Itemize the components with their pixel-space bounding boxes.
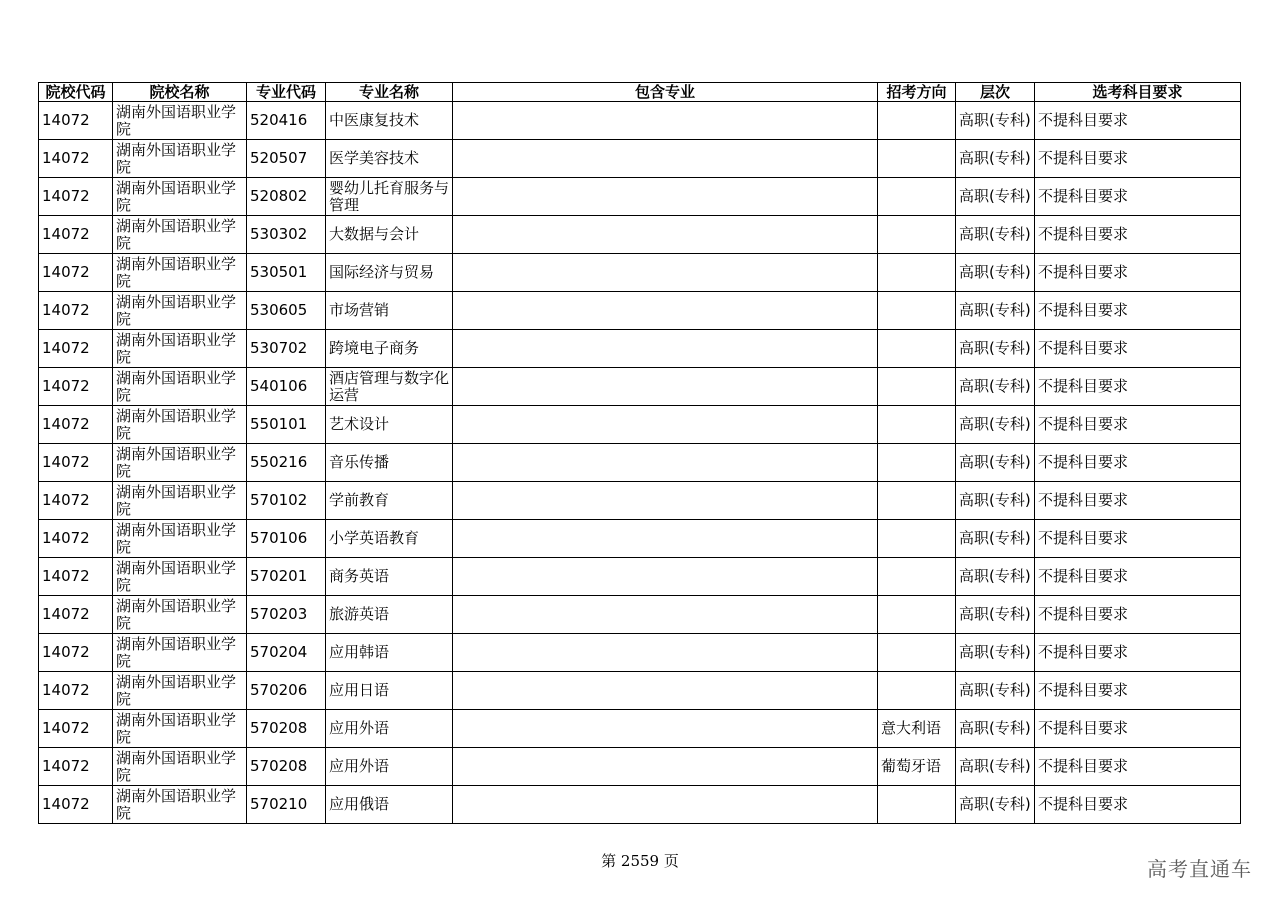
cell-school-name: 湖南外国语职业学院 <box>113 444 247 482</box>
cell-subject-requirement: 不提科目要求 <box>1035 786 1241 824</box>
cell-major-code: 570106 <box>247 520 326 558</box>
cell-major-name: 旅游英语 <box>326 596 453 634</box>
header-included-majors: 包含专业 <box>453 83 878 102</box>
cell-level: 高职(专科) <box>956 596 1035 634</box>
cell-subject-requirement: 不提科目要求 <box>1035 672 1241 710</box>
cell-direction <box>878 558 956 596</box>
cell-school-code: 14072 <box>39 254 113 292</box>
cell-subject-requirement: 不提科目要求 <box>1035 330 1241 368</box>
cell-included-majors <box>453 216 878 254</box>
cell-direction <box>878 596 956 634</box>
cell-direction <box>878 216 956 254</box>
cell-included-majors <box>453 178 878 216</box>
header-major-code: 专业代码 <box>247 83 326 102</box>
cell-major-code: 550216 <box>247 444 326 482</box>
header-major-name: 专业名称 <box>326 83 453 102</box>
cell-level: 高职(专科) <box>956 444 1035 482</box>
cell-included-majors <box>453 710 878 748</box>
cell-level: 高职(专科) <box>956 254 1035 292</box>
table-header-row <box>39 83 1241 102</box>
cell-major-name: 应用俄语 <box>326 786 453 824</box>
table-row <box>39 292 1241 330</box>
table-row <box>39 748 1241 786</box>
table-row <box>39 178 1241 216</box>
cell-direction <box>878 672 956 710</box>
cell-direction <box>878 482 956 520</box>
cell-school-code: 14072 <box>39 102 113 140</box>
cell-subject-requirement: 不提科目要求 <box>1035 748 1241 786</box>
page-number: 第 2559 页 <box>601 852 679 870</box>
table-row <box>39 406 1241 444</box>
cell-direction: 葡萄牙语 <box>878 748 956 786</box>
cell-level: 高职(专科) <box>956 748 1035 786</box>
table-row <box>39 710 1241 748</box>
cell-subject-requirement: 不提科目要求 <box>1035 710 1241 748</box>
table-row <box>39 558 1241 596</box>
cell-school-code: 14072 <box>39 596 113 634</box>
cell-major-name: 应用韩语 <box>326 634 453 672</box>
cell-school-code: 14072 <box>39 482 113 520</box>
cell-major-name: 酒店管理与数字化运营 <box>326 368 453 406</box>
cell-direction <box>878 520 956 558</box>
cell-included-majors <box>453 672 878 710</box>
cell-school-name: 湖南外国语职业学院 <box>113 292 247 330</box>
cell-direction <box>878 102 956 140</box>
table-row <box>39 368 1241 406</box>
cell-school-code: 14072 <box>39 444 113 482</box>
cell-major-code: 530605 <box>247 292 326 330</box>
header-school-code: 院校代码 <box>39 83 113 102</box>
cell-subject-requirement: 不提科目要求 <box>1035 634 1241 672</box>
cell-included-majors <box>453 558 878 596</box>
cell-school-code: 14072 <box>39 368 113 406</box>
cell-subject-requirement: 不提科目要求 <box>1035 444 1241 482</box>
cell-subject-requirement: 不提科目要求 <box>1035 216 1241 254</box>
cell-included-majors <box>453 292 878 330</box>
cell-major-code: 520416 <box>247 102 326 140</box>
cell-subject-requirement: 不提科目要求 <box>1035 254 1241 292</box>
table-row <box>39 634 1241 672</box>
cell-school-code: 14072 <box>39 786 113 824</box>
cell-direction <box>878 178 956 216</box>
cell-school-name: 湖南外国语职业学院 <box>113 254 247 292</box>
cell-major-name: 艺术设计 <box>326 406 453 444</box>
table-row <box>39 444 1241 482</box>
cell-major-code: 570203 <box>247 596 326 634</box>
cell-included-majors <box>453 140 878 178</box>
cell-major-name: 应用外语 <box>326 710 453 748</box>
cell-direction <box>878 292 956 330</box>
cell-direction <box>878 368 956 406</box>
cell-level: 高职(专科) <box>956 672 1035 710</box>
cell-school-name: 湖南外国语职业学院 <box>113 216 247 254</box>
cell-level: 高职(专科) <box>956 786 1035 824</box>
cell-subject-requirement: 不提科目要求 <box>1035 406 1241 444</box>
cell-major-name: 商务英语 <box>326 558 453 596</box>
cell-level: 高职(专科) <box>956 216 1035 254</box>
cell-school-code: 14072 <box>39 710 113 748</box>
cell-subject-requirement: 不提科目要求 <box>1035 368 1241 406</box>
cell-school-name: 湖南外国语职业学院 <box>113 482 247 520</box>
cell-subject-requirement: 不提科目要求 <box>1035 482 1241 520</box>
cell-school-code: 14072 <box>39 140 113 178</box>
table-row <box>39 482 1241 520</box>
cell-major-code: 570208 <box>247 748 326 786</box>
cell-included-majors <box>453 254 878 292</box>
cell-school-name: 湖南外国语职业学院 <box>113 558 247 596</box>
cell-school-name: 湖南外国语职业学院 <box>113 140 247 178</box>
cell-subject-requirement: 不提科目要求 <box>1035 292 1241 330</box>
cell-major-code: 570102 <box>247 482 326 520</box>
cell-major-code: 520802 <box>247 178 326 216</box>
cell-major-name: 学前教育 <box>326 482 453 520</box>
cell-school-name: 湖南外国语职业学院 <box>113 634 247 672</box>
cell-major-code: 570201 <box>247 558 326 596</box>
cell-major-name: 跨境电子商务 <box>326 330 453 368</box>
cell-subject-requirement: 不提科目要求 <box>1035 102 1241 140</box>
cell-direction <box>878 444 956 482</box>
cell-direction <box>878 406 956 444</box>
cell-school-name: 湖南外国语职业学院 <box>113 178 247 216</box>
cell-major-code: 520507 <box>247 140 326 178</box>
cell-major-name: 小学英语教育 <box>326 520 453 558</box>
cell-subject-requirement: 不提科目要求 <box>1035 520 1241 558</box>
cell-school-name: 湖南外国语职业学院 <box>113 596 247 634</box>
cell-school-name: 湖南外国语职业学院 <box>113 520 247 558</box>
cell-school-name: 湖南外国语职业学院 <box>113 710 247 748</box>
cell-included-majors <box>453 406 878 444</box>
cell-major-code: 550101 <box>247 406 326 444</box>
header-level: 层次 <box>956 83 1035 102</box>
cell-direction: 意大利语 <box>878 710 956 748</box>
cell-major-name: 市场营销 <box>326 292 453 330</box>
cell-major-code: 570210 <box>247 786 326 824</box>
cell-included-majors <box>453 748 878 786</box>
table-row <box>39 596 1241 634</box>
cell-direction <box>878 634 956 672</box>
cell-included-majors <box>453 444 878 482</box>
header-subject-requirement: 选考科目要求 <box>1035 83 1241 102</box>
table-row <box>39 520 1241 558</box>
cell-school-code: 14072 <box>39 216 113 254</box>
cell-major-name: 大数据与会计 <box>326 216 453 254</box>
cell-direction <box>878 254 956 292</box>
cell-major-code: 570208 <box>247 710 326 748</box>
cell-major-code: 530302 <box>247 216 326 254</box>
cell-major-code: 570204 <box>247 634 326 672</box>
cell-included-majors <box>453 482 878 520</box>
cell-subject-requirement: 不提科目要求 <box>1035 140 1241 178</box>
cell-level: 高职(专科) <box>956 292 1035 330</box>
admissions-table <box>38 82 1241 824</box>
cell-school-code: 14072 <box>39 292 113 330</box>
cell-school-code: 14072 <box>39 178 113 216</box>
cell-school-name: 湖南外国语职业学院 <box>113 102 247 140</box>
cell-level: 高职(专科) <box>956 558 1035 596</box>
cell-school-code: 14072 <box>39 406 113 444</box>
cell-school-code: 14072 <box>39 330 113 368</box>
cell-school-code: 14072 <box>39 558 113 596</box>
cell-subject-requirement: 不提科目要求 <box>1035 596 1241 634</box>
cell-school-code: 14072 <box>39 634 113 672</box>
cell-major-code: 540106 <box>247 368 326 406</box>
cell-school-name: 湖南外国语职业学院 <box>113 368 247 406</box>
cell-level: 高职(专科) <box>956 102 1035 140</box>
cell-subject-requirement: 不提科目要求 <box>1035 178 1241 216</box>
cell-included-majors <box>453 368 878 406</box>
cell-major-name: 国际经济与贸易 <box>326 254 453 292</box>
cell-school-name: 湖南外国语职业学院 <box>113 406 247 444</box>
cell-level: 高职(专科) <box>956 710 1035 748</box>
cell-level: 高职(专科) <box>956 482 1035 520</box>
cell-major-name: 医学美容技术 <box>326 140 453 178</box>
cell-included-majors <box>453 330 878 368</box>
cell-school-name: 湖南外国语职业学院 <box>113 330 247 368</box>
cell-school-code: 14072 <box>39 748 113 786</box>
cell-level: 高职(专科) <box>956 368 1035 406</box>
cell-included-majors <box>453 786 878 824</box>
table-row <box>39 330 1241 368</box>
cell-level: 高职(专科) <box>956 178 1035 216</box>
table-row <box>39 140 1241 178</box>
table-row <box>39 786 1241 824</box>
table-row <box>39 102 1241 140</box>
cell-direction <box>878 330 956 368</box>
header-direction: 招考方向 <box>878 83 956 102</box>
cell-direction <box>878 786 956 824</box>
cell-major-code: 530702 <box>247 330 326 368</box>
cell-major-code: 570206 <box>247 672 326 710</box>
cell-school-name: 湖南外国语职业学院 <box>113 672 247 710</box>
cell-major-name: 中医康复技术 <box>326 102 453 140</box>
cell-included-majors <box>453 634 878 672</box>
cell-included-majors <box>453 520 878 558</box>
watermark: 高考直通车 <box>1147 857 1252 881</box>
table-row <box>39 216 1241 254</box>
cell-level: 高职(专科) <box>956 406 1035 444</box>
cell-school-code: 14072 <box>39 672 113 710</box>
cell-level: 高职(专科) <box>956 520 1035 558</box>
cell-included-majors <box>453 102 878 140</box>
cell-school-name: 湖南外国语职业学院 <box>113 748 247 786</box>
table-row <box>39 672 1241 710</box>
cell-major-name: 应用外语 <box>326 748 453 786</box>
cell-direction <box>878 140 956 178</box>
table-row <box>39 254 1241 292</box>
cell-major-name: 婴幼儿托育服务与管理 <box>326 178 453 216</box>
cell-major-name: 音乐传播 <box>326 444 453 482</box>
cell-school-code: 14072 <box>39 520 113 558</box>
cell-level: 高职(专科) <box>956 634 1035 672</box>
cell-major-name: 应用日语 <box>326 672 453 710</box>
cell-included-majors <box>453 596 878 634</box>
cell-subject-requirement: 不提科目要求 <box>1035 558 1241 596</box>
cell-level: 高职(专科) <box>956 330 1035 368</box>
table-body <box>39 102 1241 824</box>
header-school-name: 院校名称 <box>113 83 247 102</box>
cell-major-code: 530501 <box>247 254 326 292</box>
cell-school-name: 湖南外国语职业学院 <box>113 786 247 824</box>
cell-level: 高职(专科) <box>956 140 1035 178</box>
